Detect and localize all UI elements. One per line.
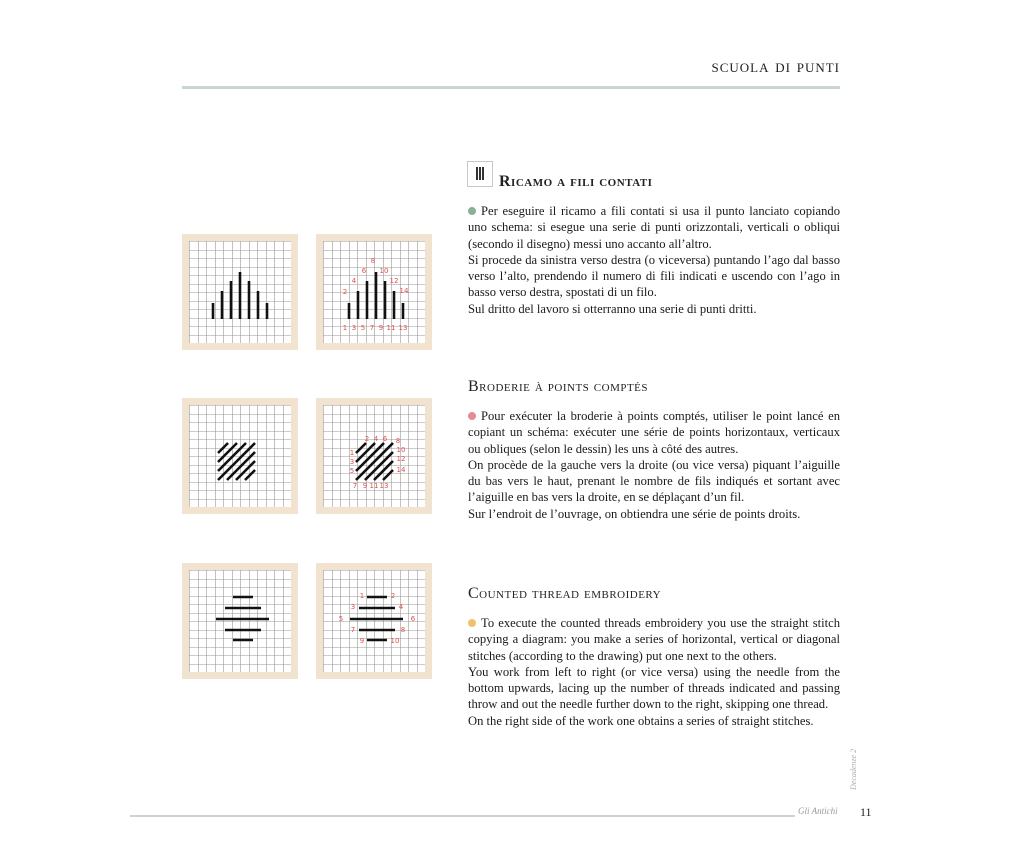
- stitch-number: 8: [400, 626, 406, 634]
- stitch-number: 5: [338, 615, 344, 623]
- stitch-number: 10: [390, 637, 400, 645]
- paragraph-it-2: Si procede da sinistra verso destra (o viceversa) puntando l’ago dal basso verso l’alto, prendendo il numero di fili indicati e uscendo con l’ago in basso verso destra, spostati di un filo.: [468, 252, 840, 300]
- section-title-fr: Broderie à points comptés: [468, 378, 649, 395]
- paragraph-en-1: To execute the counted threads embroidery you use the straight stitch copying a diagram: you make a series of horizontal, vertical or diagonal stitches (according to the drawing) put one next to the others.: [468, 616, 840, 663]
- stitch-number: 8: [370, 257, 376, 265]
- stitch-number: 10: [379, 267, 389, 275]
- stitch-number: 4: [373, 435, 379, 443]
- paragraph-en: [468, 615, 840, 729]
- diagram-vertical-numbered: [316, 234, 432, 350]
- stitch-number: 13: [379, 482, 389, 490]
- diagram-horizontal-plain: [182, 563, 298, 679]
- stitch-number: 8: [395, 437, 401, 445]
- page-number: 11: [860, 805, 872, 819]
- diagram-vertical-plain: [182, 234, 298, 350]
- page-header-title: scuola di punti: [711, 56, 840, 77]
- stitch-number: 13: [398, 324, 408, 332]
- paragraph-fr-3: Sur l’endroit de l’ouvrage, on obtiendra une série de points droits.: [468, 506, 801, 521]
- stitch-number: 10: [396, 446, 406, 454]
- stitch-number: 2: [364, 435, 370, 443]
- bullet-dot-en: [468, 619, 476, 627]
- stitch-number: 7: [369, 324, 375, 332]
- diagram-horizontal-numbered: [316, 563, 432, 679]
- bullet-dot-it: [468, 207, 476, 215]
- stitch-number: 4: [398, 603, 404, 611]
- stitch-number: 7: [352, 482, 358, 490]
- paragraph-fr-1: Pour exécuter la broderie à points comptés, utiliser le point lancé en copiant un schéma: exécuter une série de points horizontaux, verticaux ou obliques (selon le dessin) les uns à côté des autres.: [468, 409, 840, 456]
- stitch-number: 5: [349, 467, 355, 475]
- stitch-grid-horizontal-plain: [189, 570, 291, 672]
- stitch-grid-horizontal-numbered: [323, 570, 425, 672]
- section-title-it: Ricamo a fili contati: [499, 173, 653, 190]
- header-rule: [182, 86, 840, 89]
- stitch-number: 4: [351, 277, 357, 285]
- section-title-en: Counted thread embroidery: [468, 585, 662, 602]
- stitch-number: 2: [390, 592, 396, 600]
- stitch-number: 7: [350, 626, 356, 634]
- stitch-number: 9: [359, 637, 365, 645]
- paragraph-it-3: Sul dritto del lavoro si otterranno una serie di punti dritti.: [468, 301, 757, 316]
- paragraph-fr: [468, 408, 840, 522]
- stitch-number: 12: [396, 455, 406, 463]
- footer-rule: [130, 815, 795, 817]
- stitch-number: 5: [360, 324, 366, 332]
- paragraph-it: [468, 203, 840, 317]
- stitch-number: 3: [349, 458, 355, 466]
- paragraph-fr-2: On procède de la gauche vers la droite (ou vice versa) piquant l’aiguille du bas vers le haut, prenant le nombre de fils indiqués et sortant avec l’aiguille en bas vers la droite, en se déplaçant d’un fil.: [468, 457, 840, 505]
- paragraph-en-3: On the right side of the work one obtains a series of straight stitches.: [468, 713, 814, 728]
- stitch-number: 12: [389, 277, 399, 285]
- stitch-grid-diagonal-plain: [189, 405, 291, 507]
- stitch-grid-vertical-plain: [189, 241, 291, 343]
- diagram-diagonal-plain: [182, 398, 298, 514]
- paragraph-it-1: Per eseguire il ricamo a fili contati si usa il punto lanciato copiando uno schema: si esegue una serie di punti orizzontali, verticali o obliqui (secondo il disegno) messi uno accanto all’altro.: [468, 204, 840, 251]
- stitch-number: 9: [362, 482, 368, 490]
- stitch-grid-vertical-numbered: [323, 241, 425, 343]
- stitch-number: 11: [369, 482, 379, 490]
- diagram-diagonal-numbered: [316, 398, 432, 514]
- stitch-number: 6: [361, 267, 367, 275]
- footer-signature: Gli Antichi: [798, 806, 838, 816]
- stitch-number: 14: [399, 287, 409, 295]
- stitch-number: 14: [396, 466, 406, 474]
- paragraph-en-2: You work from left to right (or vice versa) using the needle from the bottom upwards, lacing up the number of threads indicated and passing throw and out the needle further down to the right, skipping one thread.: [468, 664, 840, 712]
- stitch-number: 3: [350, 603, 356, 611]
- bullet-dot-fr: [468, 412, 476, 420]
- stitch-number: 6: [382, 435, 388, 443]
- footer-vertical-mark: Decadenze 2: [849, 748, 858, 790]
- stitch-number: 6: [410, 615, 416, 623]
- stitch-number: 3: [351, 324, 357, 332]
- stitch-number: 1: [342, 324, 348, 332]
- stitch-number: 9: [378, 324, 384, 332]
- stitch-number: 1: [359, 592, 365, 600]
- three-vertical-lines-icon: [467, 161, 493, 187]
- stitch-grid-diagonal-numbered: [323, 405, 425, 507]
- stitch-number: 11: [386, 324, 396, 332]
- stitch-number: 1: [349, 449, 355, 457]
- stitch-number: 2: [342, 288, 348, 296]
